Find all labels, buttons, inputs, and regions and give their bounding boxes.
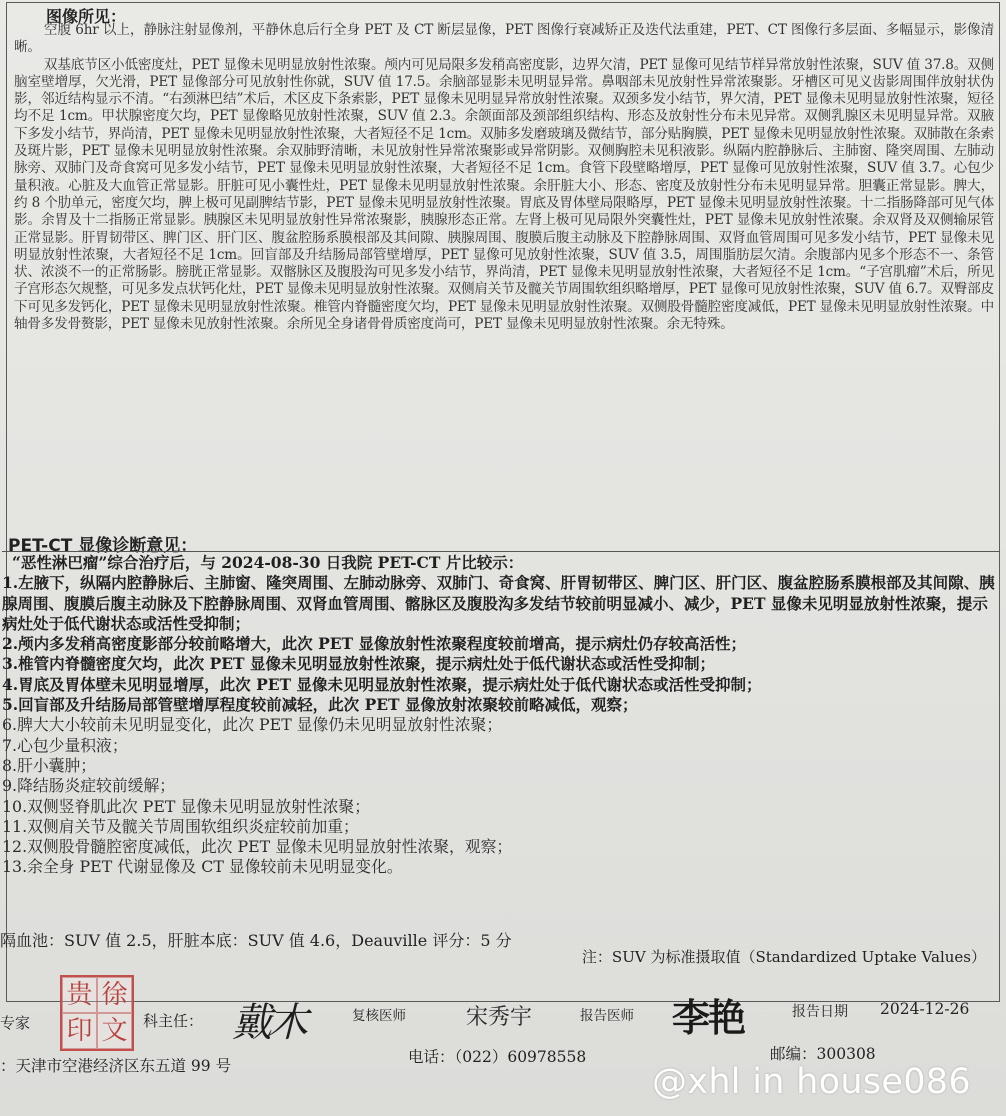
stamp-char: 文 <box>97 1013 132 1049</box>
diagnosis-item: 13.余全身 PET 代谢显像及 CT 显像较前未见明显变化。 <box>2 857 403 877</box>
director-label: 科主任： <box>143 1012 204 1030</box>
hospital-postcode: 邮编：300308 <box>770 1045 876 1063</box>
diagnosis-item: 10.双侧竖脊肌此次 PET 显像未见明显放射性浓聚； <box>2 796 371 816</box>
diagnosis-item: 2.颅内多发稍高密度影部分较前略增大，此次 PET 显像放射性浓聚程度较前增高，提示病灶仍存较高活性； <box>2 634 746 654</box>
stamp-char: 徐 <box>97 977 132 1013</box>
findings-title: 图像所见： <box>46 7 127 26</box>
diagnosis-item: 5.回盲部及升结肠局部管壁增厚程度较前减轻，此次 PET 显像放射浓聚较前略减低，观察； <box>2 695 638 715</box>
diagnosis-item: 12.双侧股骨髓腔密度减低，此次 PET 显像未见明显放射性浓聚，观察； <box>2 837 513 857</box>
watermark: @xhl in house086 <box>652 1062 971 1102</box>
diagnosis-item: 9.降结肠炎症较前缓解； <box>2 776 176 796</box>
blood-pool-values: 隔血池：SUV 值 2.5，肝脏本底：SUV 值 4.6，Deauville 评分：5 分 <box>0 931 512 950</box>
diagnosis-list <box>2 553 998 878</box>
diagnosis-item: 1.左腋下，纵隔内腔静脉后、主肺窗、隆突周围、左肺动脉旁、双肺门、奇食窝、肝胃韧带区、脾门区、肝门区、腹盆腔肠系膜根部及其间隙、胰腺周围、腹膜后腹主动脉及下腔静脉周围、双肾血管周围、髂脉区及腹股沟多发结节较前明显减小、减少，PET 显像未见明显放射性浓聚，提示病灶处于低代谢状态或活性受抑制； <box>2 573 995 633</box>
findings-text <box>14 22 994 530</box>
reporter-label: 报告医师 <box>580 1008 634 1024</box>
reviewer-label: 复核医师 <box>352 1008 406 1024</box>
findings-paragraph: 空腹 6hr 以上，静脉注射显像剂，平静休息后行全身 PET 及 CT 断层显像，PET 图像行衰减矫正及迭代法重建，PET、CT 图像行多层面、多幅显示，影像清晰。 <box>14 22 994 56</box>
diagnosis-intro: “恶性淋巴瘤”综合治疗后，与 2024-08-30 日我院 PET-CT 片比较示： <box>12 553 524 572</box>
signature-row <box>0 985 1006 1045</box>
reviewer-name: 宋秀宇 <box>466 1005 533 1030</box>
report-date: 2024-12-26 <box>880 1000 970 1018</box>
diagnosis-item: 4.胃底及胃体壁未见明显增厚，此次 PET 显像未见明显放射性浓聚，提示病灶处于低代谢状态或活性受抑制； <box>2 674 762 694</box>
diagnosis-item: 7.心包少量积液； <box>2 735 128 755</box>
diagnosis-item: 3.椎管内脊髓密度欠均，此次 PET 显像未见明显放射性浓聚，提示病灶处于低代谢状态或活性受抑制； <box>2 654 715 674</box>
report-date-label: 报告日期 <box>792 1004 848 1020</box>
stamp-char: 印 <box>62 1013 97 1049</box>
diagnosis-item: 6.脾大大小较前未见明显变化，此次 PET 显像仍未见明显放射性浓聚； <box>2 715 503 735</box>
reporter-signature: 李艳 <box>672 995 745 1040</box>
diagnosis-divider <box>2 551 1000 552</box>
director-signature: 戴木 <box>232 1000 304 1046</box>
stamp-char: 贵 <box>62 977 97 1013</box>
expert-label: 专家 <box>0 1014 31 1032</box>
diagnosis-item: 8.肝小囊肿； <box>2 755 97 775</box>
hospital-phone: 电话：（022）60978558 <box>408 1048 587 1066</box>
findings-paragraph: 双基底节区小低密度灶，PET 显像未见明显放射性浓聚。颅内可见局限多发稍高密度影，边界欠清，PET 显像可见结节样异常放射性浓聚，SUV 值 37.8。双侧脑室壁增厚，欠光滑，PET 显像部分可见放射性你就，SUV 值 17.5。余脑部显影未见明显异常。鼻咽部未见放射性异常浓聚影。牙槽区可见义齿影周围伴放射状伪影，邻近结构显示不清。“右颈淋巴结”术后，术区皮下条索影，PET 显像未见明显异常放射性浓聚。双颈多发小结节，界欠清，PET 显像未见明显放射性浓聚，短径均不足 1cm。甲状腺密度欠均，PET 显像略见放射性浓聚，SUV 值 2.3。余颌面部及颈部组织结构、形态及放射性分布未见异常。双侧乳腺区未见明显异常。双腋下多发小结节，界尚清，PET 显像未见明显放射性浓聚，大者短径不足 1cm。双肺多发磨玻璃及微结节，部分贴胸膜，PET 显像未见明显放射性浓聚。双肺散在条索及斑片影，PET 显像未见明显放射性浓聚。余双肺野清晰，未见放射性异常浓聚影或异常阴影。双侧胸腔未见积液影。纵隔内腔静脉后、主肺窗、隆突周围、左肺动脉旁、双肺门及奇食窝可见多发小结节，PET 显像未见明显放射性浓聚，大者短径不足 1cm。食管下段壁略增厚，PET 显像可见放射性浓聚，SUV 值 3.7。心包少量积液。心脏及大血管正常显影。肝脏可见小囊性灶，PET 显像未见明显放射性浓聚。余肝脏大小、形态、密度及放射性分布未见明显异常。胆囊正常显影。脾大，约 8 个肋单元，密度欠均，脾上极可见副脾结节影，PET 显像未见明显放射性浓聚。胃底及胃体壁局限略厚，PET 显像未见明显放射性浓聚。十二指肠降部可见气体影。余胃及十二指肠正常显影。胰腺区未见明显放射性异常浓聚影，胰腺形态正常。左肾上极可见局限外突囊性灶，PET 显像未见放射性浓聚。余双肾及双侧输尿管正常显影。肝胃韧带区、脾门区、肝门区、腹盆腔肠系膜根部及其间隙、胰腺周围、腹膜后腹主动脉及下腔静脉周围、双肾血管周围可见多发小结节，PET 显像未见明显放射性浓聚，大者短径不足 1cm。回盲部及升结肠局部管壁增厚，PET 显像可见放射性浓聚，SUV 值 3.5，周围脂肪层欠清。余腹部内见多个形态不一、条管状、浓淡不一的正常肠影。膀胱正常显影。双髂脉区及腹股沟可见多发小结节，界尚清，PET 显像未见明显放射性浓聚，大者短径不足 1cm。“子宫肌瘤”术后，所见子宫形态欠规整，可见多发点状钙化灶，PET 显像未见明显放射性浓聚。双侧肩关节及髋关节周围软组织略增厚，PET 显像可见放射性浓聚，SUV 值 6.7。双臀部皮下可见多发钙化，PET 显像未见明显放射性浓聚。椎管内脊髓密度欠均，PET 显像未见明显放射性浓聚。双侧股骨髓腔密度减低，PET 显像未见明显放射性浓聚。中轴骨多发骨赘影，PET 显像未见放射性浓聚。余所见全身诸骨骨质密度尚可，PET 显像未见明显放射性浓聚。余无特殊。 <box>14 56 994 333</box>
suv-note: 注：SUV 为标准摄取值（Standardized Uptake Values） <box>581 948 986 966</box>
hospital-address: ：天津市空港经济区东五道 99 号 <box>0 1057 232 1075</box>
diagnosis-item: 11.双侧肩关节及髋关节周围软组织炎症较前加重； <box>2 816 359 836</box>
diagnosis-title: PET-CT 显像诊断意见： <box>8 536 198 556</box>
